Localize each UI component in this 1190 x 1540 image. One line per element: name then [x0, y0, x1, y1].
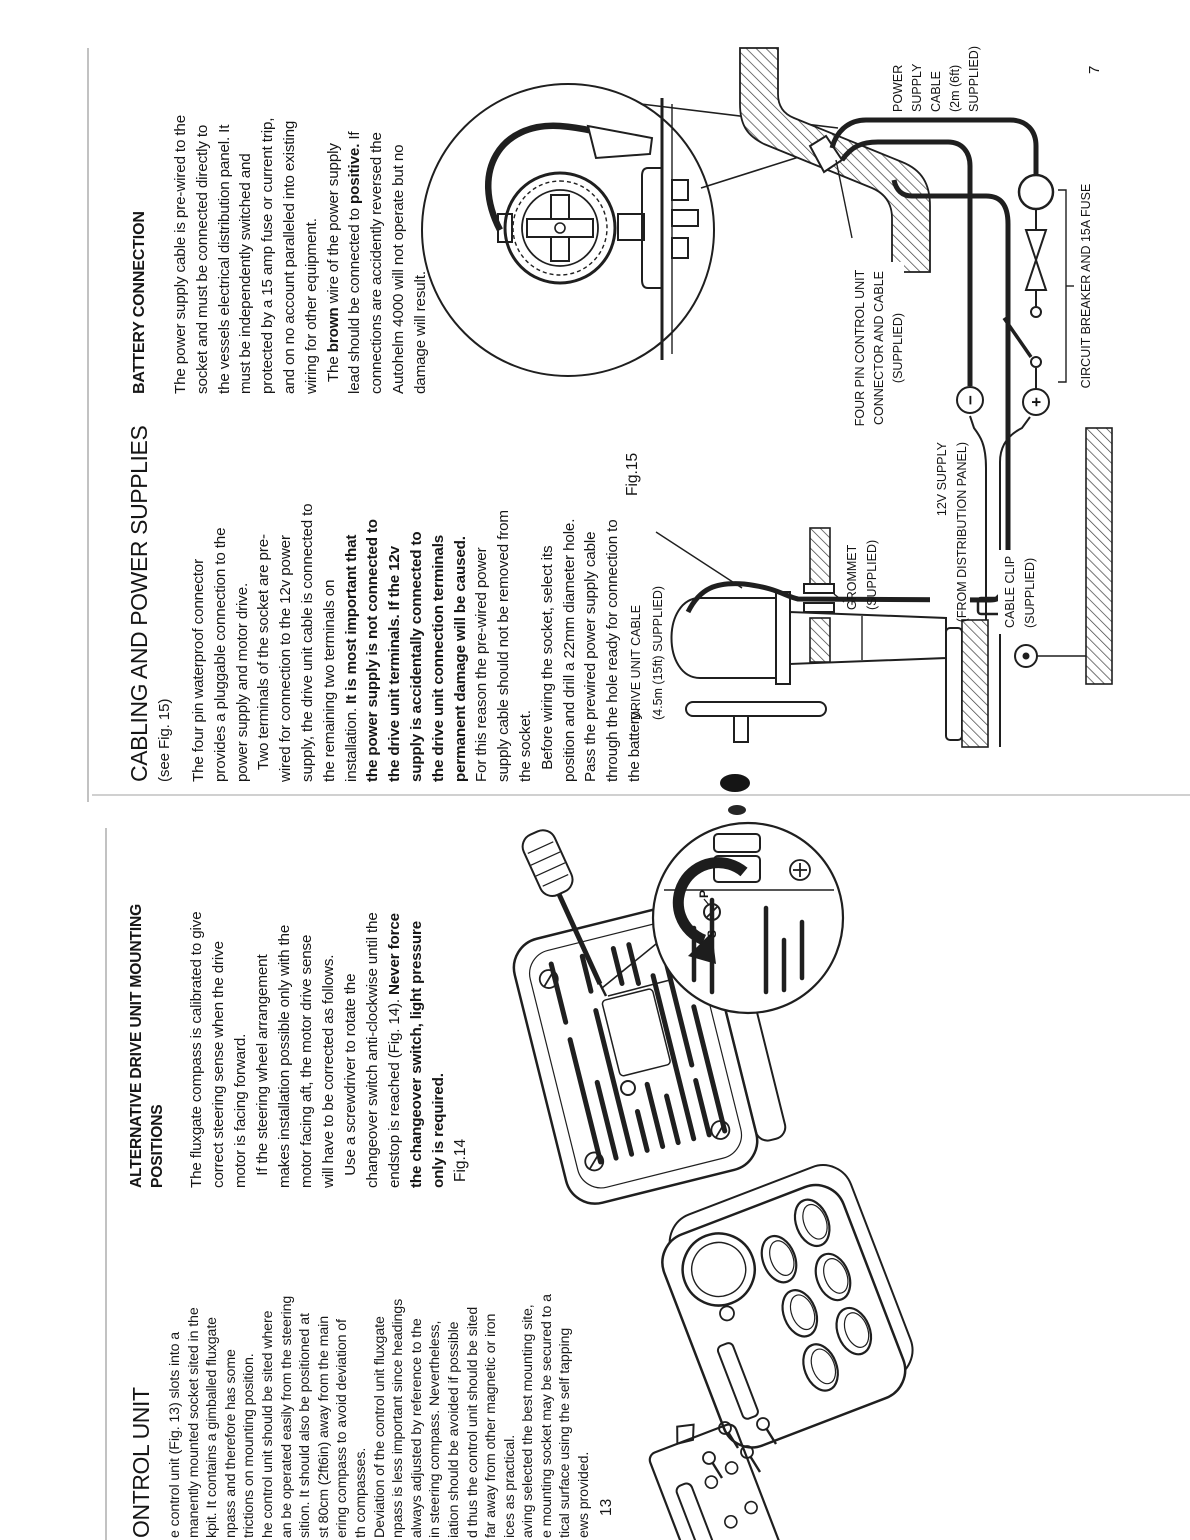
text-line: st 80cm (2ft6in) away from the main — [315, 1315, 332, 1538]
battery-section — [128, 24, 432, 394]
section-heading: CABLING AND POWER SUPPLIES — [126, 425, 152, 782]
text-line: power supply and motor drive. — [233, 582, 251, 782]
text-line: kpit. It contains a gimballed fluxgate — [204, 1317, 221, 1538]
text-line: permanent damage will be caused. — [451, 536, 469, 782]
section-subheading: (see Fig. 15) — [156, 698, 173, 782]
alt-mounting-section — [126, 822, 450, 1188]
text-line: an be operated easily from the steering — [278, 1295, 295, 1538]
fig14-label: Fig.14 — [452, 1138, 469, 1182]
text-line: Use a screwdriver to rotate the — [342, 973, 359, 1188]
svg-text:(SUPPLIED): (SUPPLIED) — [891, 312, 905, 384]
ink-blob — [728, 805, 746, 815]
text-line: position and drill a 22mm diameter hole. — [560, 518, 578, 782]
text-line: npass is less important since headings — [390, 1298, 407, 1538]
text-line: e mounting socket may be secured to a — [538, 1294, 555, 1538]
text-line: manently mounted socket sited in the — [185, 1307, 202, 1538]
fuse-symbol — [1026, 230, 1046, 260]
text-line: wired for connection to the 12v power — [277, 535, 295, 782]
text-line: ews provided. — [576, 1451, 593, 1538]
text-line: Two terminals of the socket are pre- — [255, 534, 273, 782]
text-line: supply cable should not be removed from — [495, 510, 513, 782]
grommet-part — [804, 584, 834, 593]
cabling-section — [124, 406, 646, 782]
fig13-drawing — [642, 1156, 927, 1540]
text-line: ices as practical. — [501, 1434, 518, 1538]
text-line: Pass the prewired power supply cable — [582, 531, 600, 782]
text-line: through the hole ready for connection to — [604, 519, 622, 782]
text-line: wiring for other equipment. — [302, 218, 320, 394]
supply-12v-label: 12V SUPPLY — [935, 442, 949, 517]
circuit-breaker-label: CIRCUIT BREAKER AND 15A FUSE — [1079, 183, 1093, 389]
svg-text:(SUPPLIED): (SUPPLIED) — [1023, 557, 1037, 628]
text-line: Deviation of the control unit fluxgate — [371, 1316, 388, 1538]
fig15-label: Fig.15 — [624, 452, 641, 496]
text-line: protected by a 15 amp fuse or current trip, — [259, 117, 277, 394]
text-line: trictions on mounting position. — [241, 1353, 258, 1538]
text-line: The four pin waterproof connector — [190, 559, 207, 782]
hull-section — [1086, 428, 1112, 684]
text-line: Autohelm 4000 will not operate but no — [389, 144, 407, 394]
text-line: provides a pluggable connection to the — [211, 527, 229, 782]
text-line: the drive unit terminals. If the 12v — [386, 546, 404, 782]
text-line: tical surface using the self tapping — [557, 1327, 574, 1538]
svg-text:SUPPLY: SUPPLY — [910, 63, 924, 112]
text-line: If the steering wheel arrangement — [254, 954, 271, 1188]
fig13-number: 13 — [598, 1498, 615, 1516]
text-line: th compasses. — [352, 1447, 369, 1538]
grommet-part — [804, 603, 834, 612]
section-heading-line2: POSITIONS — [149, 1104, 166, 1188]
grommet-label: GROMMET — [845, 544, 859, 610]
wheel-edge — [686, 702, 826, 716]
bracket — [1058, 190, 1066, 382]
text-line: damage will result. — [411, 271, 429, 394]
switch-s-label: S — [705, 929, 719, 938]
fig14-drawing — [508, 823, 843, 1210]
control-unit-section — [124, 1186, 594, 1538]
text-line: must be independently switched and — [237, 153, 255, 394]
circuit-breaker-symbol — [1019, 175, 1053, 209]
section-heading: ONTROL UNIT — [128, 1387, 154, 1538]
section-heading: BATTERY CONNECTION — [131, 211, 148, 394]
text-line: the drive unit connection terminals — [429, 534, 447, 782]
text-line: only is required. — [430, 1073, 447, 1188]
drive-unit-cable-label: DRIVE UNIT CABLE — [629, 604, 643, 720]
text-line: lead should be connected to positive. If — [346, 131, 364, 394]
text-line: he control unit should be sited where — [259, 1310, 276, 1538]
svg-text:(FROM DISTRIBUTION PANEL): (FROM DISTRIBUTION PANEL) — [955, 442, 969, 623]
section-body — [170, 24, 432, 394]
section-heading-line1: ALTERNATIVE DRIVE UNIT MOUNTING — [128, 903, 145, 1188]
text-line: motor is facing forward. — [232, 1033, 249, 1188]
text-line: npass and therefore has some — [222, 1349, 239, 1538]
section-body — [186, 822, 450, 1188]
text-line: the vessels electrical distribution panel. It — [215, 124, 233, 394]
cockpit-sole — [962, 620, 988, 747]
text-line: correct steering sense when the drive — [210, 941, 227, 1188]
drive-unit-assembly — [672, 428, 1113, 747]
text-line: supply, the drive unit cable is connected to — [298, 503, 316, 782]
svg-text:CONNECTOR AND CABLE: CONNECTOR AND CABLE — [872, 271, 886, 425]
text-line: the remaining two terminals on — [320, 579, 338, 782]
text-line: supply is accidentally connected to — [407, 531, 425, 782]
four-pin-label: FOUR PIN CONTROL UNIT — [853, 269, 867, 427]
svg-text:(SUPPLIED): (SUPPLIED) — [865, 539, 879, 610]
text-line: aving selected the best mounting site, — [520, 1304, 537, 1538]
base-plate — [946, 628, 962, 740]
section-body — [166, 1186, 594, 1538]
power-supply-cable-label: POWER — [891, 64, 905, 112]
fuse-symbol — [1026, 260, 1046, 290]
text-line: socket and must be connected directly to — [193, 124, 211, 394]
text-line: the socket. — [516, 710, 534, 782]
text-line: the battery. — [625, 708, 643, 782]
svg-text:CABLE: CABLE — [929, 71, 943, 112]
text-line: For this reason the pre-wired power — [473, 547, 491, 782]
text-line: The power supply cable is pre-wired to the — [172, 114, 189, 394]
switch-p-label: P — [697, 889, 711, 898]
svg-text:SUPPLIED): SUPPLIED) — [967, 46, 981, 112]
text-line: installation. It is most important that — [342, 534, 360, 782]
plus-symbol: + — [1027, 397, 1046, 407]
text-line: d thus the control unit should be sited — [464, 1306, 481, 1538]
text-line: far away from other magnetic or iron — [483, 1313, 500, 1538]
text-line: changeover switch anti-clockwise until the — [364, 912, 381, 1188]
text-line: Before wiring the socket, select its — [538, 545, 556, 782]
text-line: The brown wire of the power supply — [324, 143, 342, 394]
text-line: The fluxgate compass is calibrated to give — [188, 911, 205, 1188]
battery-terminals-and-breaker — [957, 175, 1074, 415]
text-line: the changeover switch, light pressure — [408, 920, 425, 1188]
cable-clip-label: CABLE CLIP — [1003, 555, 1017, 628]
text-line: endstop is reached (Fig. 14). Never force — [386, 913, 403, 1188]
text-line: connections are accidently reversed the — [368, 132, 386, 394]
text-line: in steering compass. Nevertheless, — [427, 1320, 444, 1538]
ink-blob — [720, 774, 750, 792]
text-line: makes installation possible only with the — [276, 924, 293, 1188]
text-line: the power supply is not connected to — [364, 519, 382, 782]
section-body — [188, 406, 646, 782]
text-line: always adjusted by reference to the — [408, 1318, 425, 1538]
minus-symbol: − — [961, 395, 980, 405]
text-line: ering compass to avoid deviation of — [334, 1319, 351, 1538]
text-line: will have to be corrected as follows. — [320, 954, 337, 1188]
text-line: sition. It should also be positioned at — [297, 1313, 314, 1538]
svg-text:(2m (6ft): (2m (6ft) — [948, 64, 962, 112]
page-number: 7 — [1086, 65, 1103, 74]
wheel-axle — [734, 716, 748, 742]
text-line: e control unit (Fig. 13) slots into a — [167, 1331, 183, 1538]
text-line: motor facing aft, the motor drive sense — [298, 934, 315, 1188]
text-line: iation should be avoided if possible — [445, 1321, 462, 1538]
svg-text:(4.5m (15ft) SUPPLIED): (4.5m (15ft) SUPPLIED) — [651, 585, 665, 720]
text-line: and on no account paralleled into existing — [280, 120, 298, 394]
